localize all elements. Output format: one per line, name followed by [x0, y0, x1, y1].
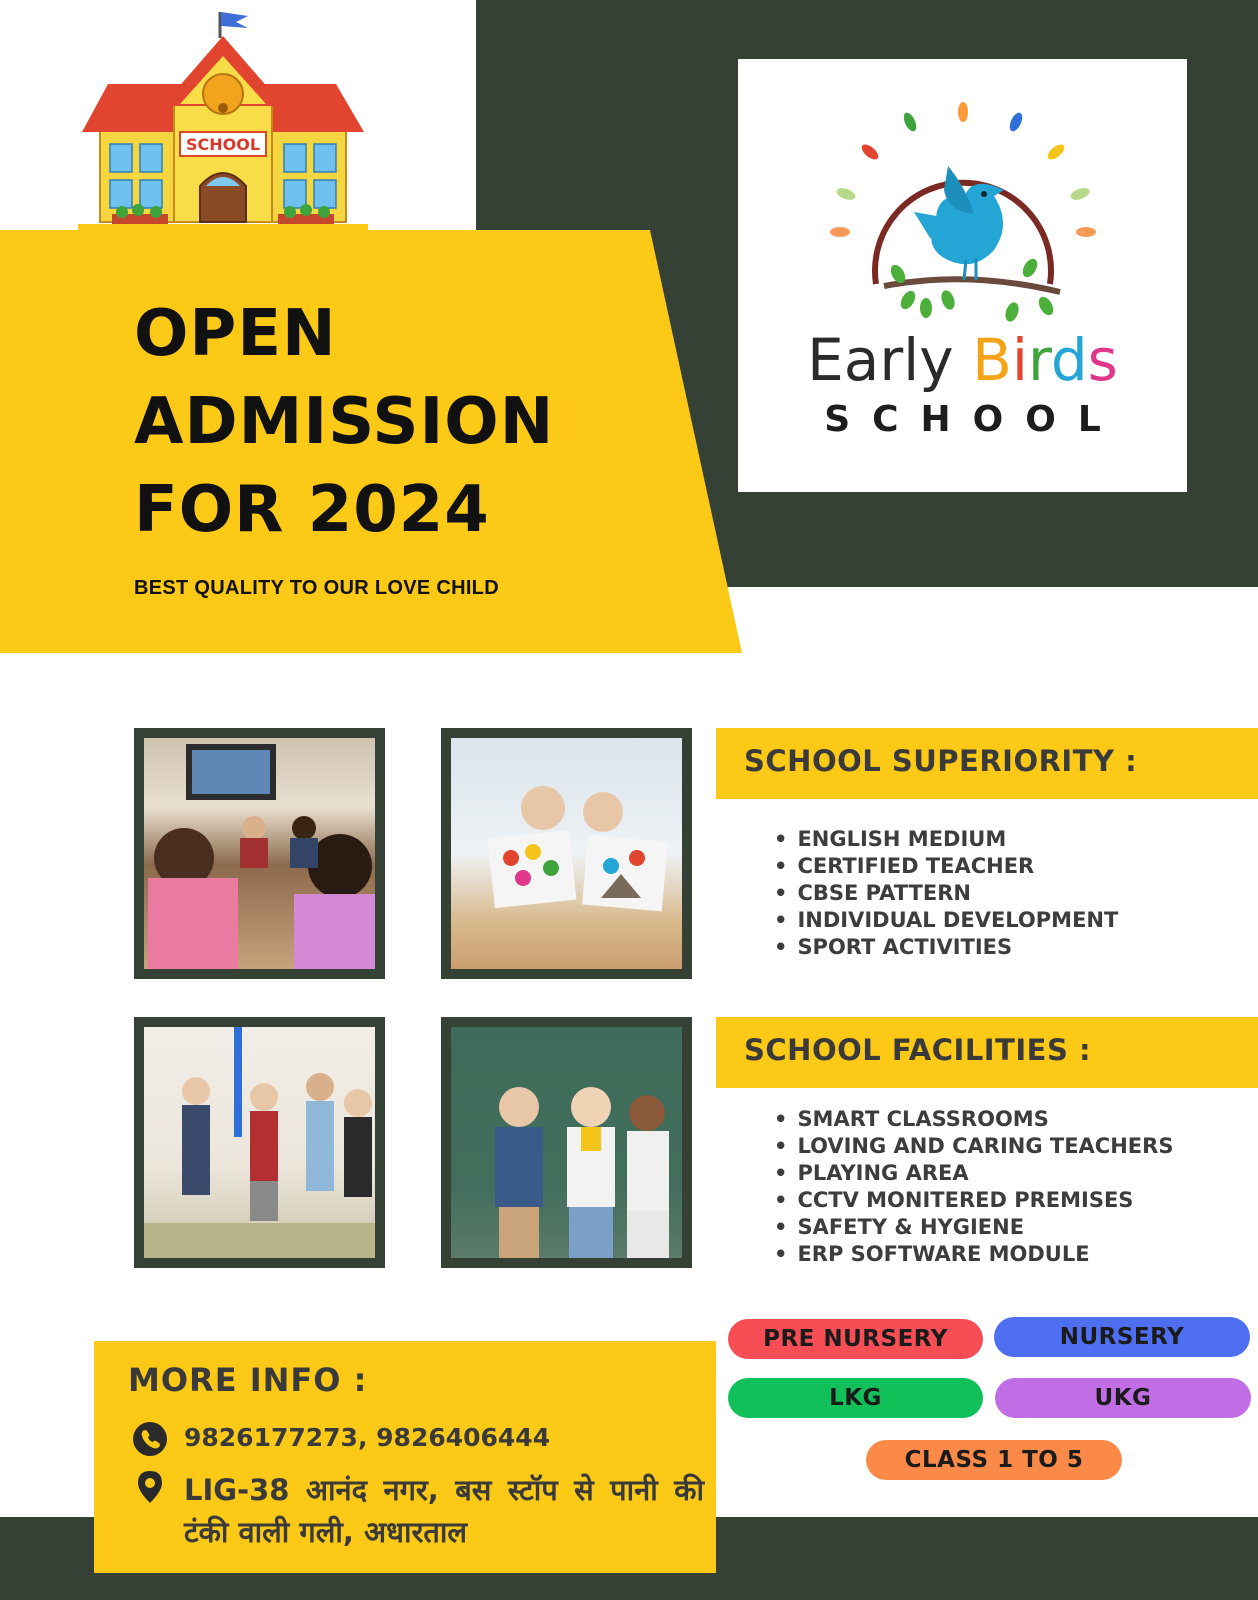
logo-word-birds	[972, 326, 1118, 394]
location-pin-icon	[132, 1469, 168, 1505]
logo-wordmark	[738, 325, 1187, 395]
kids-drawings-photo-icon	[451, 738, 682, 969]
school-logo-card	[738, 59, 1187, 492]
facilities-list	[774, 1106, 1173, 1268]
list-item: • INDIVIDUAL DEVELOPMENT	[774, 907, 1118, 934]
address-text: LIG-38 आनंद नगर, बस स्टॉप से पानी की टंकी वाली गली, अधारताल	[184, 1473, 704, 1549]
hero-subtitle: BEST QUALITY TO OUR LOVE CHILD	[134, 577, 499, 599]
superiority-heading-bar	[716, 728, 1258, 799]
logo-word-early: Early	[807, 326, 954, 394]
phone-numbers[interactable]: 9826177273, 9826406444	[184, 1423, 551, 1452]
list-item: • CBSE PATTERN	[774, 880, 1118, 907]
superiority-heading: SCHOOL SUPERIORITY :	[744, 744, 1138, 778]
logo-letter-i: i	[1011, 326, 1028, 394]
kids-peace-sign-photo	[441, 1017, 692, 1268]
superiority-list	[774, 826, 1118, 961]
classroom-photo-icon	[144, 738, 375, 969]
lkg-pill: LKG	[728, 1378, 983, 1418]
school-sign-text: SCHOOL	[185, 135, 261, 154]
class-1-to-5-pill: CLASS 1 TO 5	[866, 1440, 1122, 1480]
facilities-heading-bar	[716, 1017, 1258, 1088]
kids-dancing-photo-icon	[144, 1027, 375, 1258]
classroom-photo	[134, 728, 385, 979]
logo-letter-s: s	[1087, 326, 1118, 394]
logo-letter-b: B	[972, 326, 1012, 394]
more-info-box	[94, 1341, 716, 1573]
kids-peace-sign-photo-icon	[451, 1027, 682, 1258]
ukg-pill: UKG	[995, 1378, 1251, 1418]
hero-title-line3: FOR 2024	[134, 473, 490, 547]
list-item: • SPORT ACTIVITIES	[774, 934, 1118, 961]
logo-word-school: SCHOOL	[824, 399, 1123, 440]
list-item: • CCTV MONITERED PREMISES	[774, 1187, 1173, 1214]
facilities-heading: SCHOOL FACILITIES :	[744, 1033, 1092, 1067]
nursery-pill: NURSERY	[994, 1317, 1250, 1357]
pre-nursery-pill: PRE NURSERY	[728, 1319, 983, 1359]
list-item: • SAFETY & HYGIENE	[774, 1214, 1173, 1241]
list-item: • SMART CLASSROOMS	[774, 1106, 1173, 1133]
school-building-icon	[78, 8, 368, 240]
logo-letter-r: r	[1027, 326, 1051, 394]
list-item: • CERTIFIED TEACHER	[774, 853, 1118, 880]
hero-title-line1: OPEN	[134, 297, 337, 371]
list-item: • LOVING AND CARING TEACHERS	[774, 1133, 1173, 1160]
list-item: • ENGLISH MEDIUM	[774, 826, 1118, 853]
phone-icon	[132, 1421, 168, 1457]
logo-letter-d: d	[1050, 326, 1088, 394]
more-info-heading: MORE INFO :	[128, 1361, 368, 1399]
list-item: • PLAYING AREA	[774, 1160, 1173, 1187]
kids-drawings-photo	[441, 728, 692, 979]
kids-dancing-photo	[134, 1017, 385, 1268]
list-item: • ERP SOFTWARE MODULE	[774, 1241, 1173, 1268]
hero-title	[134, 290, 654, 554]
hero-title-line2: ADMISSION	[134, 385, 555, 459]
